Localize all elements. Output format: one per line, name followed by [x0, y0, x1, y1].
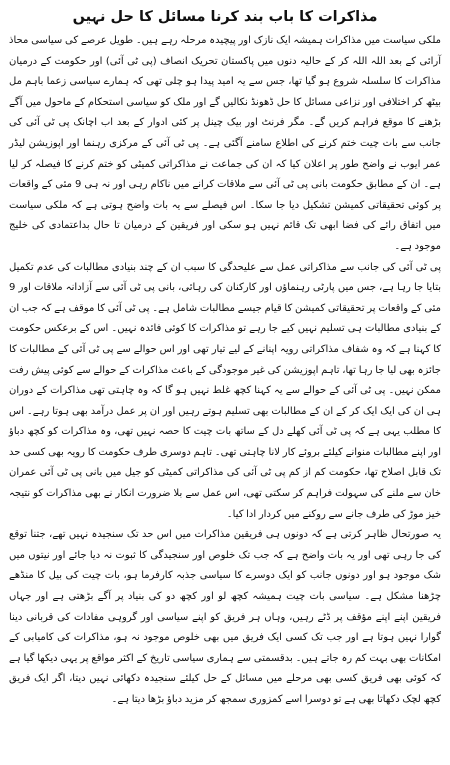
article-paragraph-2: پی ٹی آئی کی جانب سے مذاکراتی عمل سے علیحدگی کا سبب ان کے چند بنیادی مطالبات کی عدم تکمیل بتایا جا رہا ہے، جس میں پارٹی رہنماؤں اور کارکنان کی رہائی، بانی پی ٹی آئی سے آزادانہ ملاقات اور 9 مئی کے واقعات پر تحقیقاتی کمیشن کا قیام جیسے مطالبات شامل ہے۔ پی ٹی آئی کا موقف ہے کہ جب ان کے بنیادی مطالبات ہی تسلیم نہیں کیے جا رہے تو مذاکرات کا کوئی فائدہ نہیں۔ اس کے برعکس حکومت کا کہنا ہے کہ وہ شفاف مذاکراتی رویہ اپنانے کے لیے تیار تھی اور اس حوالے سے پی ٹی آئی کے مطالبات کا جائزہ بھی لیا جا رہا تھا، تاہم اپوزیشن کی غیر موجودگی کے باعث مذاکرات کے حوالے سے کوئی پیش رفت ممکن نہیں۔ پی ٹی آئی کے حوالے سے یہ کہنا کچھ غلط نہیں ہو گا کہ وہ چاہتی تھی مذاکرات کے دوران ہی ان کی ایک ایک کر کے ان کے مطالبات بھی تسلیم ہوتے رہیں اور ان پر عمل درآمد بھی ہوتا رہے۔ اس کا مطلب یہی ہے کہ پی ٹی آئی کھلے دل کے ساتھ بات چیت کا حصہ نہیں تھی، وہ مذاکرات کو کچھ دباؤ اور اپنے مطالبات منوانے کیلئے بروئے کار لانا چاہتی تھی۔ تاہم دوسری طرف حکومت کا رویہ بھی کسی حد تک قابل اصلاح تھا، حکومت کم از کم پی ٹی آئی کی مذاکراتی کمیٹی کو جیل میں بانی پی ٹی آئی عمران خان سے ملنے کی سہولت فراہم کر سکتی تھی، اس عمل سے بلا ضرورت انکار نے بھی مذاکرات کو نتیجہ خیز موڑ کی طرف جانے سے روکنے میں کردار ادا کیا۔	[9, 261, 442, 520]
article-headline: مذاکرات کا باب بند کرنا مسائل کا حل نہیں	[72, 9, 378, 25]
article-paragraph-3: یہ صورتحال ظاہر کرتی ہے کہ دونوں ہی فریقین مذاکرات میں اس حد تک سنجیدہ نہیں تھے، جتنا توقع کی جا رہی تھی اور یہ بات واضح ہے کہ جب تک خلوص اور سنجیدگی کا ثبوت نہ دیا جائے اور نیتوں میں شک موجود ہو اور دونوں جانب کو ایک دوسرے کا سیاسی جذبہ کارفرما ہو، بات چیت کی بیل کا منڈھے چڑھنا مشکل ہے۔ سیاسی بات چیت ہمیشہ کچھ لو اور کچھ دو کی بنیاد پر آگے بڑھتی ہے اور جہاں فریقین اپنے اپنے مؤقف پر ڈٹے رہیں، وہاں ہر فریق کو اپنے سیاسی اور گروہی مفادات کی قربانی دینا گوارا نہیں ہوتا ہے اور جب تک کسی ایک فریق میں بھی خلوص موجود نہ ہو، مذاکرات کی کامیابی کے امکانات بھی بہت کم رہ جاتے ہیں۔ بدقسمتی سے ہماری سیاسی تاریخ کے اکثر مواقع پر یہی دیکھا گیا ہے کہ کوئی بھی فریق کسی بھی مرحلے میں مسائل کے حل کیلئے سنجیدہ دکھائی نہیں دیتا، اگر ایک فریق کچھ لچک دکھاتا بھی ہے تو دوسرا اسے کمزوری سمجھ کر مزید دباؤ بڑھا دیتا ہے۔	[9, 529, 441, 705]
article-paragraph-1: ملکی سیاست میں مذاکرات ہمیشہ ایک نازک اور پیچیدہ مرحلہ رہے ہیں۔ طویل عرصے کی سیاسی محاذ آرائی کے بعد اللہ اللہ کر کے حالیہ دنوں میں پاکستان تحریک انصاف (پی ٹی آئی) اور حکومت کے درمیان مذاکرات کا سلسلہ شروع ہو گیا تھا، جس سے یہ امید پیدا ہو چلی تھی کہ ہمارے سیاسی زعما باہم مل بیٹھ کر اختلافی اور نزاعی مسائل کا حل ڈھونڈ نکالیں گے اور ملک کو سیاسی استحکام کے ماحول میں آگے بڑھنے کا موقع فراہم کریں گے۔ مگر فرنٹ اور بیک چینل پر کئی ادوار کے بعد اب اچانک پی ٹی آئی کی جانب سے بات چیت ختم کرنے کی اطلاع سامنے آگئی ہے۔ پی ٹی آئی کے مرکزی رہنما اور اپوزیشن لیڈر عمر ایوب نے واضح طور پر اعلان کیا کہ ان کی جماعت نے مذاکراتی کمیٹی کو ختم کرنے کا فیصلہ کر لیا ہے۔ ان کے مطابق حکومت بانی پی ٹی آئی سے ملاقات کرانے میں ناکام رہی اور نہ ہی 9 مئی کے واقعات پر کوئی تحقیقاتی کمیشن تشکیل دیا جا سکا۔ اس فیصلے سے یہ بات واضح ہوتی ہے کہ ملکی سیاست میں اتفاق رائے کی فضا ابھی تک قائم نہیں ہو سکی اور فریقین کے درمیان تا حال بداعتمادی کی خلیج موجود ہے۔	[9, 35, 441, 252]
